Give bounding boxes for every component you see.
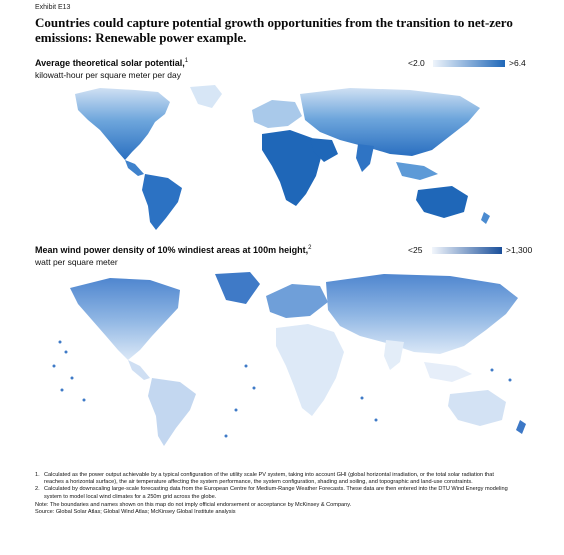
island-dot bbox=[253, 387, 256, 390]
solar-north-america bbox=[75, 88, 170, 160]
wind-legend-high: >1,300 bbox=[506, 245, 533, 255]
footnotes bbox=[35, 472, 515, 516]
footnote-2-text: Calculated by downscaling large-scale forecasting data from the European Centre for Medium-Range Weather Forecasts. These data are then entered into the DTU Wind Energy modeling system to model local wind climates for a 250m grid across the globe. bbox=[44, 486, 508, 500]
island-dot bbox=[61, 389, 64, 392]
wind-panel-subtitle: watt per square meter bbox=[35, 257, 118, 267]
solar-greenland bbox=[190, 85, 222, 108]
solar-india bbox=[356, 144, 374, 172]
wind-africa bbox=[276, 324, 344, 416]
source-line: Source: Global Solar Atlas; Global Wind Atlas; McKinsey Global Institute analysis bbox=[35, 509, 236, 516]
footnote-2 bbox=[35, 486, 515, 500]
solar-central-america bbox=[125, 160, 144, 176]
island-dot bbox=[83, 399, 86, 402]
island-dot bbox=[245, 365, 248, 368]
footnote-1 bbox=[35, 472, 515, 486]
wind-panel-title bbox=[35, 245, 311, 255]
exhibit-label: Exhibit E13 bbox=[35, 4, 71, 11]
solar-title-text: Average theoretical solar potential, bbox=[35, 58, 185, 68]
exhibit-title: Countries could capture potential growth opportunities from the transition to net-zero emissions: Renewable power example. bbox=[35, 15, 513, 45]
island-dot bbox=[509, 379, 512, 382]
island-dot bbox=[59, 341, 62, 344]
wind-asia bbox=[326, 274, 518, 354]
island-dot bbox=[71, 377, 74, 380]
wind-central-america bbox=[128, 360, 150, 380]
island-dot bbox=[53, 365, 56, 368]
island-dot bbox=[361, 397, 364, 400]
island-dot bbox=[235, 409, 238, 412]
solar-europe bbox=[252, 100, 302, 128]
island-dot bbox=[491, 369, 494, 372]
wind-southeast-asia bbox=[424, 362, 472, 382]
wind-north-america bbox=[70, 278, 180, 360]
island-dot bbox=[225, 435, 228, 438]
wind-europe bbox=[266, 284, 328, 318]
wind-density-map bbox=[40, 270, 530, 450]
wind-australia bbox=[448, 390, 506, 426]
solar-southeast-asia bbox=[396, 162, 438, 180]
solar-new-zealand bbox=[481, 212, 490, 224]
solar-potential-map bbox=[40, 82, 530, 232]
footnote-2-number: 2. bbox=[35, 486, 40, 493]
wind-legend bbox=[408, 245, 548, 257]
solar-legend-gradient bbox=[433, 60, 505, 67]
solar-footnote-ref: 1 bbox=[184, 58, 189, 64]
wind-footnote-ref: 2 bbox=[308, 245, 312, 251]
wind-legend-low: <25 bbox=[408, 245, 423, 255]
solar-legend bbox=[408, 58, 538, 70]
footnote-1-text: Calculated as the power output achievable by a typical configuration of the utility scale PV system, taking into account GHI (global horizontal irradiation, or the total solar radiation that reaches a horizontal surface), the air temperature affecting the system performance, the system configuration, shading and soiling, and topographic and land-use constraints. bbox=[44, 472, 494, 486]
wind-title-text: Mean wind power density of 10% windiest areas at 100m height, bbox=[35, 245, 309, 255]
wind-legend-gradient bbox=[432, 247, 502, 254]
solar-legend-low: <2.0 bbox=[408, 58, 425, 68]
wind-south-america bbox=[148, 378, 196, 446]
solar-legend-high: >6.4 bbox=[509, 58, 526, 68]
wind-india bbox=[384, 340, 404, 370]
map-disclaimer-note: Note: The boundaries and names shown on this map do not imply official endorsement or acceptance by McKinsey & Company. bbox=[35, 501, 352, 508]
wind-greenland bbox=[215, 272, 260, 304]
island-dot bbox=[375, 419, 378, 422]
solar-south-america bbox=[142, 174, 182, 230]
island-dot bbox=[65, 351, 68, 354]
solar-panel-title bbox=[35, 58, 188, 68]
solar-panel-subtitle: kilowatt-hour per square meter per day bbox=[35, 70, 181, 80]
wind-new-zealand bbox=[516, 420, 526, 434]
solar-australia bbox=[416, 186, 468, 218]
footnote-1-number: 1. bbox=[35, 472, 40, 478]
